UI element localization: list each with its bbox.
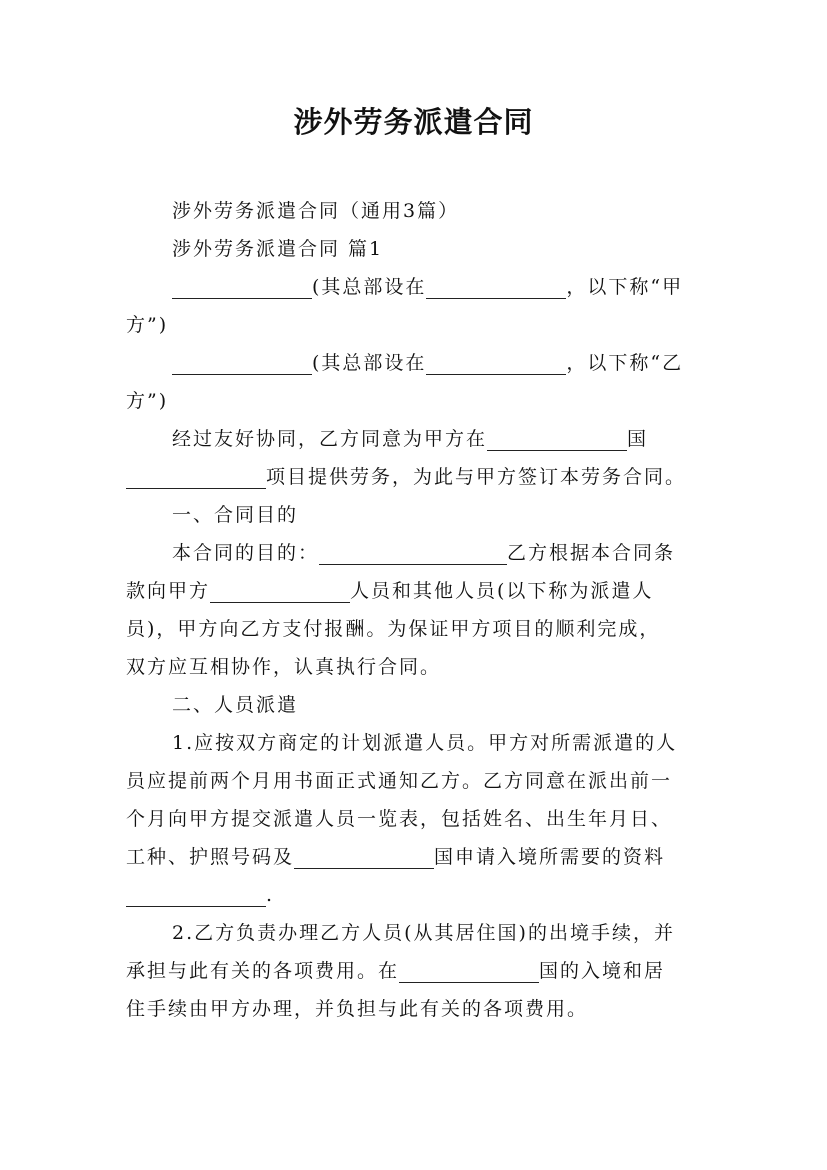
blank-field (210, 578, 350, 603)
item2-line-3: 住手续由甲方办理，并负担与此有关的各项费用。 (126, 998, 589, 1020)
intro-line (126, 420, 706, 458)
blank-field (126, 882, 266, 907)
item1-l5-end: . (266, 884, 275, 906)
blank-field (126, 464, 266, 489)
blank-field (487, 426, 627, 451)
blank-field (399, 958, 539, 983)
document-title: 涉外劳务派遣合同 (293, 105, 534, 139)
item2-line-2 (126, 952, 706, 990)
part-title: 涉外劳务派遣合同 篇1 (172, 238, 384, 260)
party-b-line (126, 344, 706, 382)
item1-line-1: 1.应按双方商定的计划派遣人员。甲方对所需派遣的人 (172, 732, 678, 754)
purpose-l2-end: 人员和其他人员(以下称为派遣人 (350, 580, 654, 602)
blank-field (426, 350, 566, 375)
item1-line-4 (126, 838, 706, 876)
item1-line-5 (126, 876, 706, 914)
item1-l4-start: 工种、护照号码及 (126, 846, 295, 868)
blank-field (319, 540, 507, 565)
intro-end: 国 (627, 428, 649, 450)
purpose-end: 乙方根据本合同条 (507, 542, 676, 564)
party-b-end: ，以下称“乙 (566, 352, 684, 374)
party-b-wrap: 方”) (126, 390, 169, 412)
document-body (126, 192, 706, 1028)
purpose-line-4: 双方应互相协作，认真执行合同。 (126, 656, 442, 678)
section-heading-dispatch: 二、人员派遣 (172, 694, 299, 716)
purpose-line-3: 员)，甲方向乙方支付报酬。为保证甲方项目的顺利完成， (126, 618, 661, 640)
purpose-l2-start: 款向甲方 (126, 580, 211, 602)
party-a-wrap: 方”) (126, 314, 169, 336)
purpose-line-1 (126, 534, 706, 572)
party-a-line (126, 268, 706, 306)
blank-field (172, 350, 312, 375)
purpose-line-2 (126, 572, 706, 610)
item1-l4-end: 国申请入境所需要的资料 (434, 846, 666, 868)
item2-l2-start: 承担与此有关的各项费用。在 (126, 960, 400, 982)
intro-line-2 (126, 458, 706, 496)
item1-line-2: 员应提前两个月用书面正式通知乙方。乙方同意在派出前一 (126, 770, 673, 792)
intro-start: 经过友好协同，乙方同意为甲方在 (172, 428, 488, 450)
blank-field (294, 844, 434, 869)
item2-l2-end: 国的入境和居 (539, 960, 666, 982)
blank-field (426, 274, 566, 299)
party-b-mid: (其总部设在 (312, 352, 427, 374)
intro-line2-text: 项目提供劳务，为此与甲方签订本劳务合同。 (266, 466, 687, 488)
section-heading-purpose: 一、合同目的 (172, 504, 299, 526)
item2-line-1: 2.乙方负责办理乙方人员(从其居住国)的出境手续，并 (172, 922, 675, 944)
subtitle: 涉外劳务派遣合同（通用3篇） (172, 200, 460, 222)
party-a-end: ，以下称“甲 (566, 276, 684, 298)
item1-line-3: 个月向甲方提交派遣人员一览表，包括姓名、出生年月日、 (126, 808, 673, 830)
blank-field (172, 274, 312, 299)
party-a-mid: (其总部设在 (312, 276, 427, 298)
purpose-start: 本合同的目的： (172, 542, 320, 564)
